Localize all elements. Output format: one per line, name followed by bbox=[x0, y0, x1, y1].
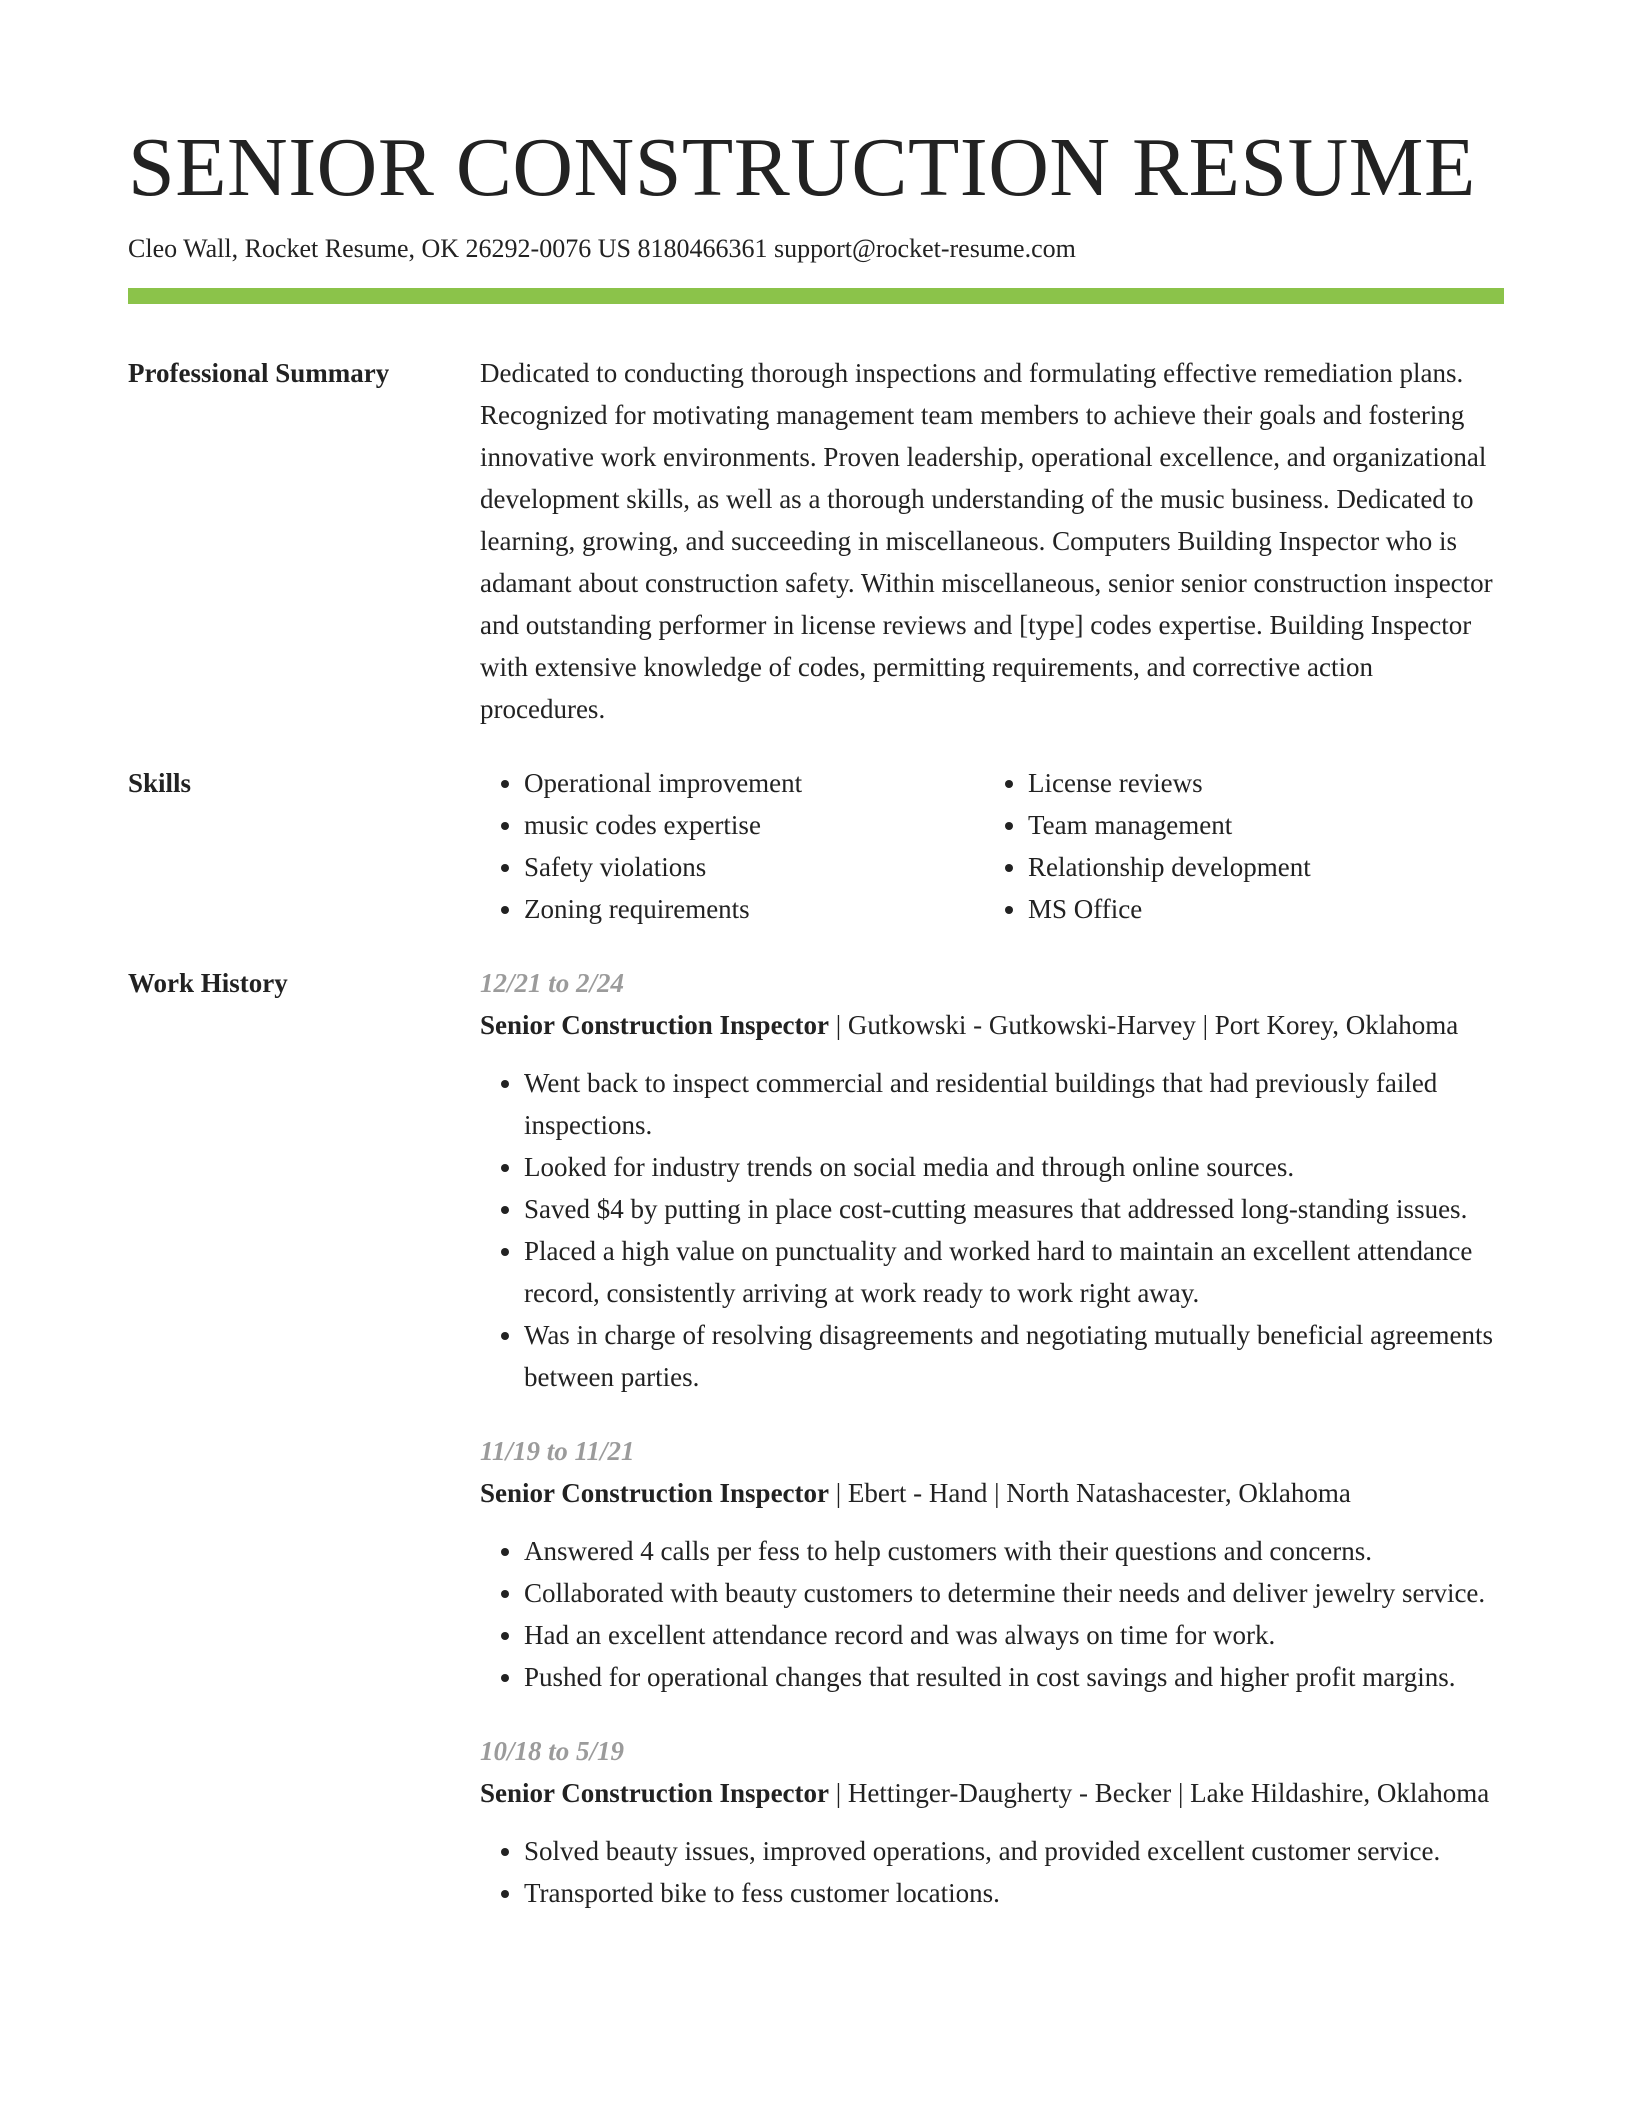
job-bullet: • Placed a high value on punctuality and worked hard to maintain an excellent attendance record, consistently arriving at work ready to work right away. bbox=[524, 1230, 1504, 1314]
skill-item: • Safety violations bbox=[524, 846, 984, 888]
job-entry bbox=[480, 1430, 1504, 1698]
resume-title: SENIOR CONSTRUCTION RESUME bbox=[128, 121, 1476, 214]
job-employer: | Hettinger-Daugherty - Becker | Lake Hildashire, Oklahoma bbox=[829, 1778, 1490, 1808]
contact-email: support@rocket-resume.com bbox=[773, 234, 1076, 263]
job-bullet: • Was in charge of resolving disagreements and negotiating mutually beneficial agreements between parties. bbox=[524, 1314, 1504, 1398]
job-title: Senior Construction Inspector bbox=[480, 1478, 830, 1508]
job-bullet: • Looked for industry trends on social media and through online sources. bbox=[524, 1146, 1504, 1188]
job-title: Senior Construction Inspector bbox=[480, 1778, 830, 1808]
skill-item: • Team management bbox=[1028, 804, 1504, 846]
job-bullets bbox=[480, 1062, 1504, 1398]
job-title-line bbox=[480, 1772, 1504, 1814]
skill-item: • Zoning requirements bbox=[524, 888, 984, 930]
summary-text: Dedicated to conducting thorough inspections and formulating effective remediation plans. Recognized for motivating management team members to achieve their goals and fostering innovative work environments. Proven leadership, operational excellence, and organizational development skills, as well as a thorough understanding of the music business. Dedicated to learning, growing, and succeeding in miscellaneous. Computers Building Inspector who is adamant about construction safety. Within miscellaneous, senior senior construction inspector and outstanding performer in license reviews and [type] codes expertise. Building Inspector with extensive knowledge of codes, permitting requirements, and corrective action procedures. bbox=[480, 358, 1493, 724]
job-bullet: • Answered 4 calls per fess to help customers with their questions and concerns. bbox=[524, 1530, 1504, 1572]
job-employer: | Gutkowski - Gutkowski-Harvey | Port Korey, Oklahoma bbox=[829, 1010, 1459, 1040]
job-bullet: • Pushed for operational changes that resulted in cost savings and higher profit margins. bbox=[524, 1656, 1504, 1698]
contact-address: Rocket Resume, OK 26292-0076 US bbox=[244, 234, 631, 263]
job-title-line bbox=[480, 1472, 1504, 1514]
job-bullet: • Went back to inspect commercial and residential buildings that had previously failed inspections. bbox=[524, 1062, 1504, 1146]
contact-line bbox=[128, 232, 1504, 266]
skills-list-right bbox=[984, 762, 1504, 930]
job-title: Senior Construction Inspector bbox=[480, 1010, 830, 1040]
job-title-line bbox=[480, 1004, 1504, 1046]
job-dates: 12/21 to 2/24 bbox=[480, 968, 625, 998]
skills-body bbox=[480, 762, 1504, 930]
summary-heading: Professional Summary bbox=[128, 358, 390, 388]
job-bullet: • Had an excellent attendance record and was always on time for work. bbox=[524, 1614, 1504, 1656]
job-bullet: • Collaborated with beauty customers to determine their needs and deliver jewelry service. bbox=[524, 1572, 1504, 1614]
work-history-body bbox=[480, 962, 1504, 1946]
skills-list-left bbox=[480, 762, 984, 930]
job-employer: | Ebert - Hand | North Natashacester, Oklahoma bbox=[829, 1478, 1351, 1508]
summary-section bbox=[128, 352, 1504, 730]
skills-heading: Skills bbox=[128, 768, 192, 798]
skills-section bbox=[128, 762, 1504, 930]
job-bullets bbox=[480, 1530, 1504, 1698]
job-dates: 10/18 to 5/19 bbox=[480, 1736, 625, 1766]
job-dates: 11/19 to 11/21 bbox=[480, 1436, 635, 1466]
work-history-heading: Work History bbox=[128, 968, 288, 998]
skill-item: • Relationship development bbox=[1028, 846, 1504, 888]
job-bullet: • Solved beauty issues, improved operations, and provided excellent customer service. bbox=[524, 1830, 1504, 1872]
contact-phone: 8180466361 bbox=[637, 234, 768, 263]
work-history-section bbox=[128, 962, 1504, 1946]
summary-body bbox=[480, 352, 1504, 730]
job-bullet: • Transported bike to fess customer locations. bbox=[524, 1872, 1504, 1914]
job-entry bbox=[480, 962, 1504, 1398]
skill-item: • Operational improvement bbox=[524, 762, 984, 804]
skill-item: • License reviews bbox=[1028, 762, 1504, 804]
job-bullets bbox=[480, 1830, 1504, 1914]
skill-item: • MS Office bbox=[1028, 888, 1504, 930]
skill-item: • music codes expertise bbox=[524, 804, 984, 846]
job-bullet: • Saved $4 by putting in place cost-cutting measures that addressed long-standing issues. bbox=[524, 1188, 1504, 1230]
header-divider bbox=[128, 288, 1504, 304]
contact-name: Cleo Wall, bbox=[128, 234, 239, 263]
job-entry bbox=[480, 1730, 1504, 1914]
resume-page bbox=[128, 0, 1504, 1946]
